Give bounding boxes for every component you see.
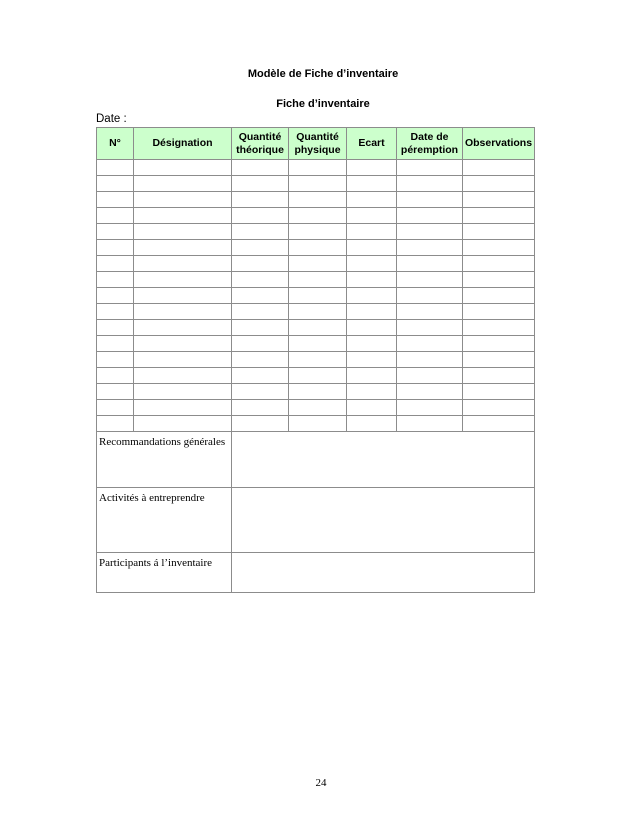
cell-number[interactable] bbox=[97, 400, 134, 416]
cell-gap[interactable] bbox=[347, 336, 397, 352]
table-row bbox=[97, 304, 535, 320]
table-row bbox=[97, 336, 535, 352]
cell-observations[interactable] bbox=[463, 304, 535, 320]
cell-number[interactable] bbox=[97, 320, 134, 336]
cell-observations[interactable] bbox=[463, 240, 535, 256]
table-row bbox=[97, 176, 535, 192]
cell-observations[interactable] bbox=[463, 400, 535, 416]
cell-theoretical-qty[interactable] bbox=[232, 240, 289, 256]
cell-expiry-date[interactable] bbox=[397, 400, 463, 416]
cell-observations[interactable] bbox=[463, 272, 535, 288]
cell-observations[interactable] bbox=[463, 160, 535, 176]
cell-physical-qty[interactable] bbox=[289, 416, 347, 432]
cell-number[interactable] bbox=[97, 176, 134, 192]
cell-gap[interactable] bbox=[347, 256, 397, 272]
col-header-expiry-date: Date de péremption bbox=[397, 128, 463, 160]
cell-theoretical-qty[interactable] bbox=[232, 160, 289, 176]
cell-designation[interactable] bbox=[134, 192, 232, 208]
cell-gap[interactable] bbox=[347, 160, 397, 176]
cell-theoretical-qty[interactable] bbox=[232, 384, 289, 400]
cell-theoretical-qty[interactable] bbox=[232, 416, 289, 432]
cell-theoretical-qty[interactable] bbox=[232, 272, 289, 288]
col-header-physical-qty: Quantité physique bbox=[289, 128, 347, 160]
cell-theoretical-qty[interactable] bbox=[232, 224, 289, 240]
cell-designation[interactable] bbox=[134, 176, 232, 192]
col-header-observations: Observations bbox=[463, 128, 535, 160]
cell-expiry-date[interactable] bbox=[397, 160, 463, 176]
cell-theoretical-qty[interactable] bbox=[232, 192, 289, 208]
cell-physical-qty[interactable] bbox=[289, 288, 347, 304]
participants-field[interactable] bbox=[232, 553, 535, 593]
cell-designation[interactable] bbox=[134, 416, 232, 432]
cell-gap[interactable] bbox=[347, 368, 397, 384]
cell-theoretical-qty[interactable] bbox=[232, 320, 289, 336]
cell-theoretical-qty[interactable] bbox=[232, 368, 289, 384]
cell-expiry-date[interactable] bbox=[397, 176, 463, 192]
cell-number[interactable] bbox=[97, 304, 134, 320]
cell-number[interactable] bbox=[97, 352, 134, 368]
cell-number[interactable] bbox=[97, 192, 134, 208]
table-row bbox=[97, 208, 535, 224]
cell-observations[interactable] bbox=[463, 176, 535, 192]
cell-designation[interactable] bbox=[134, 256, 232, 272]
cell-physical-qty[interactable] bbox=[289, 256, 347, 272]
cell-physical-qty[interactable] bbox=[289, 336, 347, 352]
cell-physical-qty[interactable] bbox=[289, 304, 347, 320]
cell-gap[interactable] bbox=[347, 320, 397, 336]
table-row bbox=[97, 384, 535, 400]
cell-expiry-date[interactable] bbox=[397, 288, 463, 304]
cell-gap[interactable] bbox=[347, 288, 397, 304]
cell-designation[interactable] bbox=[134, 240, 232, 256]
table-row bbox=[97, 240, 535, 256]
cell-observations[interactable] bbox=[463, 336, 535, 352]
cell-theoretical-qty[interactable] bbox=[232, 176, 289, 192]
header-row bbox=[97, 128, 535, 160]
cell-theoretical-qty[interactable] bbox=[232, 304, 289, 320]
cell-observations[interactable] bbox=[463, 320, 535, 336]
cell-expiry-date[interactable] bbox=[397, 256, 463, 272]
activities-field[interactable] bbox=[232, 488, 535, 553]
cell-number[interactable] bbox=[97, 256, 134, 272]
cell-physical-qty[interactable] bbox=[289, 368, 347, 384]
cell-expiry-date[interactable] bbox=[397, 304, 463, 320]
cell-physical-qty[interactable] bbox=[289, 352, 347, 368]
cell-observations[interactable] bbox=[463, 256, 535, 272]
date-label: Date : bbox=[96, 113, 127, 125]
table-row bbox=[97, 400, 535, 416]
cell-designation[interactable] bbox=[134, 368, 232, 384]
col-header-theoretical-qty: Quantité théorique bbox=[232, 128, 289, 160]
cell-theoretical-qty[interactable] bbox=[232, 208, 289, 224]
table-row bbox=[97, 224, 535, 240]
cell-observations[interactable] bbox=[463, 384, 535, 400]
cell-number[interactable] bbox=[97, 288, 134, 304]
cell-designation[interactable] bbox=[134, 384, 232, 400]
col-header-gap: Ecart bbox=[347, 128, 397, 160]
recommendations-label: Recommandations générales bbox=[97, 432, 232, 488]
cell-designation[interactable] bbox=[134, 224, 232, 240]
activities-label: Activités à entreprendre bbox=[97, 488, 232, 553]
cell-gap[interactable] bbox=[347, 352, 397, 368]
table-row bbox=[97, 368, 535, 384]
cell-physical-qty[interactable] bbox=[289, 320, 347, 336]
cell-observations[interactable] bbox=[463, 352, 535, 368]
cell-designation[interactable] bbox=[134, 352, 232, 368]
cell-observations[interactable] bbox=[463, 224, 535, 240]
activities-row bbox=[97, 488, 535, 553]
participants-label: Participants á l’inventaire bbox=[97, 553, 232, 593]
cell-designation[interactable] bbox=[134, 272, 232, 288]
inventory-table bbox=[96, 127, 535, 593]
page-number: 24 bbox=[315, 777, 327, 789]
cell-observations[interactable] bbox=[463, 416, 535, 432]
cell-physical-qty[interactable] bbox=[289, 224, 347, 240]
cell-expiry-date[interactable] bbox=[397, 192, 463, 208]
recommendations-field[interactable] bbox=[232, 432, 535, 488]
table-row bbox=[97, 192, 535, 208]
cell-expiry-date[interactable] bbox=[397, 272, 463, 288]
document-title: Modèle de Fiche d’inventaire bbox=[247, 68, 399, 80]
cell-gap[interactable] bbox=[347, 400, 397, 416]
cell-gap[interactable] bbox=[347, 384, 397, 400]
col-header-number: N° bbox=[97, 128, 134, 160]
cell-gap[interactable] bbox=[347, 240, 397, 256]
cell-number[interactable] bbox=[97, 240, 134, 256]
cell-theoretical-qty[interactable] bbox=[232, 288, 289, 304]
cell-expiry-date[interactable] bbox=[397, 208, 463, 224]
cell-designation[interactable] bbox=[134, 304, 232, 320]
table-row bbox=[97, 272, 535, 288]
cell-number[interactable] bbox=[97, 272, 134, 288]
cell-theoretical-qty[interactable] bbox=[232, 256, 289, 272]
cell-physical-qty[interactable] bbox=[289, 192, 347, 208]
cell-physical-qty[interactable] bbox=[289, 384, 347, 400]
cell-theoretical-qty[interactable] bbox=[232, 336, 289, 352]
cell-physical-qty[interactable] bbox=[289, 208, 347, 224]
cell-designation[interactable] bbox=[134, 288, 232, 304]
cell-physical-qty[interactable] bbox=[289, 176, 347, 192]
cell-expiry-date[interactable] bbox=[397, 384, 463, 400]
table-row bbox=[97, 256, 535, 272]
cell-physical-qty[interactable] bbox=[289, 400, 347, 416]
col-header-designation: Désignation bbox=[134, 128, 232, 160]
table-row bbox=[97, 288, 535, 304]
cell-observations[interactable] bbox=[463, 208, 535, 224]
cell-number[interactable] bbox=[97, 368, 134, 384]
cell-gap[interactable] bbox=[347, 416, 397, 432]
cell-number[interactable] bbox=[97, 384, 134, 400]
cell-number[interactable] bbox=[97, 160, 134, 176]
cell-gap[interactable] bbox=[347, 304, 397, 320]
cell-designation[interactable] bbox=[134, 160, 232, 176]
cell-expiry-date[interactable] bbox=[397, 320, 463, 336]
cell-designation[interactable] bbox=[134, 320, 232, 336]
cell-designation[interactable] bbox=[134, 208, 232, 224]
table-row bbox=[97, 352, 535, 368]
cell-expiry-date[interactable] bbox=[397, 368, 463, 384]
cell-expiry-date[interactable] bbox=[397, 352, 463, 368]
cell-number[interactable] bbox=[97, 224, 134, 240]
cell-physical-qty[interactable] bbox=[289, 240, 347, 256]
cell-gap[interactable] bbox=[347, 224, 397, 240]
cell-expiry-date[interactable] bbox=[397, 336, 463, 352]
cell-expiry-date[interactable] bbox=[397, 416, 463, 432]
cell-gap[interactable] bbox=[347, 272, 397, 288]
cell-expiry-date[interactable] bbox=[397, 224, 463, 240]
cell-theoretical-qty[interactable] bbox=[232, 400, 289, 416]
table-row bbox=[97, 160, 535, 176]
cell-gap[interactable] bbox=[347, 192, 397, 208]
cell-designation[interactable] bbox=[134, 336, 232, 352]
cell-gap[interactable] bbox=[347, 208, 397, 224]
table-row bbox=[97, 320, 535, 336]
cell-gap[interactable] bbox=[347, 176, 397, 192]
cell-number[interactable] bbox=[97, 416, 134, 432]
cell-number[interactable] bbox=[97, 208, 134, 224]
form-title: Fiche d’inventaire bbox=[276, 98, 370, 110]
cell-observations[interactable] bbox=[463, 192, 535, 208]
cell-number[interactable] bbox=[97, 336, 134, 352]
table-row bbox=[97, 416, 535, 432]
cell-observations[interactable] bbox=[463, 368, 535, 384]
cell-observations[interactable] bbox=[463, 288, 535, 304]
cell-designation[interactable] bbox=[134, 400, 232, 416]
cell-theoretical-qty[interactable] bbox=[232, 352, 289, 368]
participants-row bbox=[97, 553, 535, 593]
recommendations-row bbox=[97, 432, 535, 488]
cell-expiry-date[interactable] bbox=[397, 240, 463, 256]
cell-physical-qty[interactable] bbox=[289, 272, 347, 288]
cell-physical-qty[interactable] bbox=[289, 160, 347, 176]
